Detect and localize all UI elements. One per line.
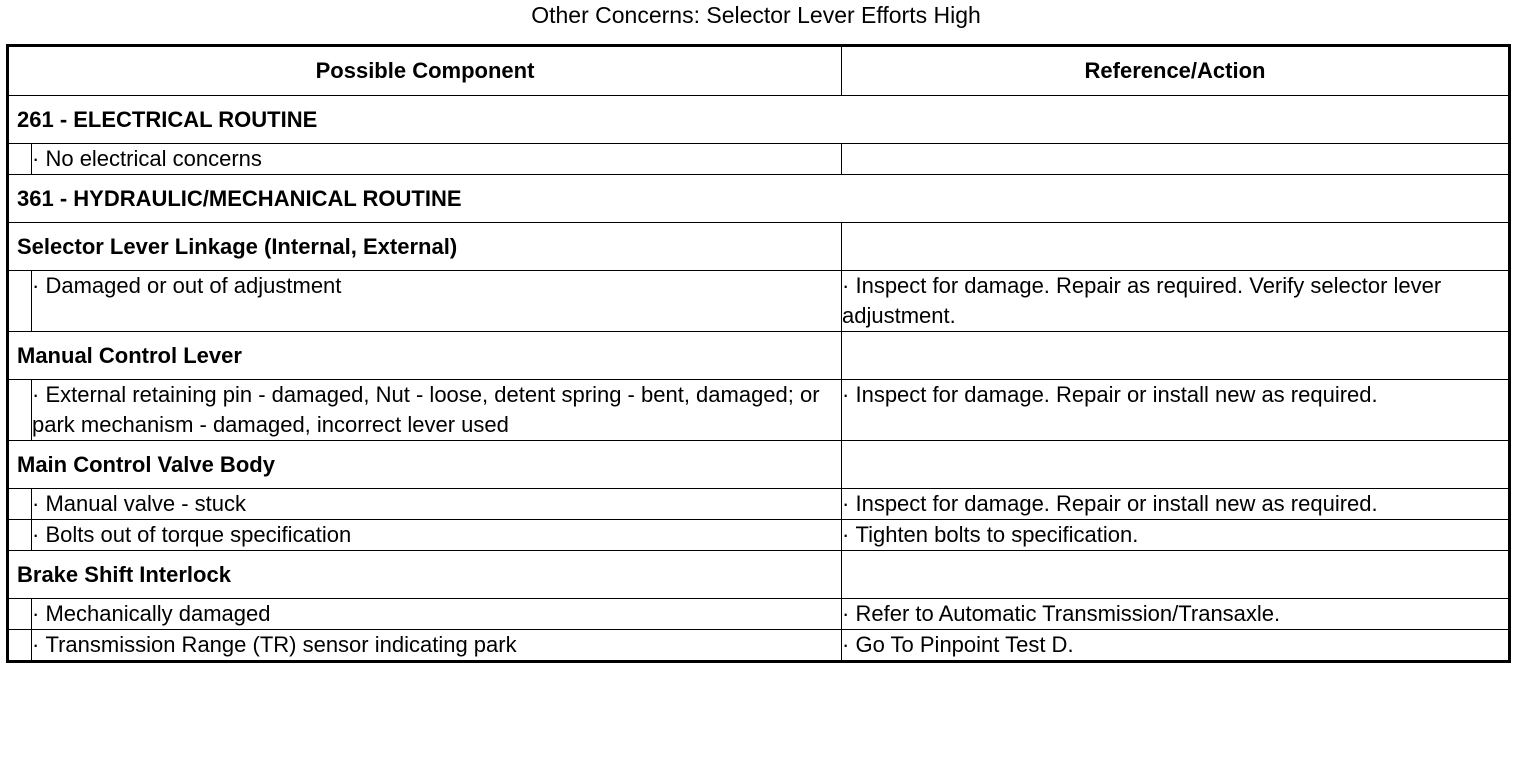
action-cell (842, 630, 1510, 662)
action-cell (842, 599, 1510, 630)
component-cell (32, 489, 842, 520)
component-text: · No electrical concerns (32, 146, 262, 171)
action-cell (842, 332, 1510, 380)
action-cell (842, 271, 1510, 332)
component-text: · External retaining pin - damaged, Nut - loose, detent spring - bent, damaged; or park mechanism - damaged, incorrect lever used (32, 382, 820, 437)
group-row (8, 441, 1510, 489)
indent-cell (8, 599, 32, 630)
action-text: · Tighten bolts to specification. (842, 522, 1138, 547)
component-cell (32, 599, 842, 630)
action-text: · Inspect for damage. Repair as required. Verify selector lever adjustment. (842, 273, 1441, 328)
concerns-table (6, 44, 1511, 663)
component-cell (32, 271, 842, 332)
component-text: · Bolts out of torque specification (32, 522, 351, 547)
group-row (8, 551, 1510, 599)
action-cell (842, 520, 1510, 551)
action-cell (842, 380, 1510, 441)
component-text: · Manual valve - stuck (32, 491, 246, 516)
action-cell (842, 441, 1510, 489)
header-possible-component: Possible Component (8, 46, 842, 96)
group-label: Brake Shift Interlock (8, 551, 842, 599)
action-cell (842, 223, 1510, 271)
indent-cell (8, 630, 32, 662)
component-text: · Damaged or out of adjustment (32, 273, 341, 298)
table-row (8, 144, 1510, 175)
component-cell (32, 144, 842, 175)
action-cell (842, 144, 1510, 175)
table-row (8, 599, 1510, 630)
indent-cell (8, 271, 32, 332)
indent-cell (8, 380, 32, 441)
table-row (8, 380, 1510, 441)
table-row (8, 271, 1510, 332)
group-label: Main Control Valve Body (8, 441, 842, 489)
section-row (8, 96, 1510, 144)
component-cell (32, 520, 842, 551)
table-row (8, 630, 1510, 662)
group-row (8, 223, 1510, 271)
table-row (8, 489, 1510, 520)
component-cell (32, 630, 842, 662)
group-label: Selector Lever Linkage (Internal, External) (8, 223, 842, 271)
indent-cell (8, 520, 32, 551)
component-text: · Mechanically damaged (32, 601, 270, 626)
table-header-row (8, 46, 1510, 96)
component-text: · Transmission Range (TR) sensor indicating park (32, 632, 517, 657)
indent-cell (8, 489, 32, 520)
group-row (8, 332, 1510, 380)
page-title: Other Concerns: Selector Lever Efforts High (531, 2, 981, 28)
action-text: · Inspect for damage. Repair or install new as required. (842, 382, 1378, 407)
action-cell (842, 489, 1510, 520)
group-label: Manual Control Lever (8, 332, 842, 380)
section-row (8, 175, 1510, 223)
indent-cell (8, 144, 32, 175)
table-row (8, 520, 1510, 551)
action-text: · Refer to Automatic Transmission/Transaxle. (842, 601, 1280, 626)
section-hydraulic: 361 - HYDRAULIC/MECHANICAL ROUTINE (8, 175, 1510, 223)
action-text: · Inspect for damage. Repair or install new as required. (842, 491, 1378, 516)
section-electrical: 261 - ELECTRICAL ROUTINE (8, 96, 1510, 144)
action-text: · Go To Pinpoint Test D. (842, 632, 1074, 657)
component-cell (32, 380, 842, 441)
action-cell (842, 551, 1510, 599)
header-reference-action: Reference/Action (842, 46, 1510, 96)
